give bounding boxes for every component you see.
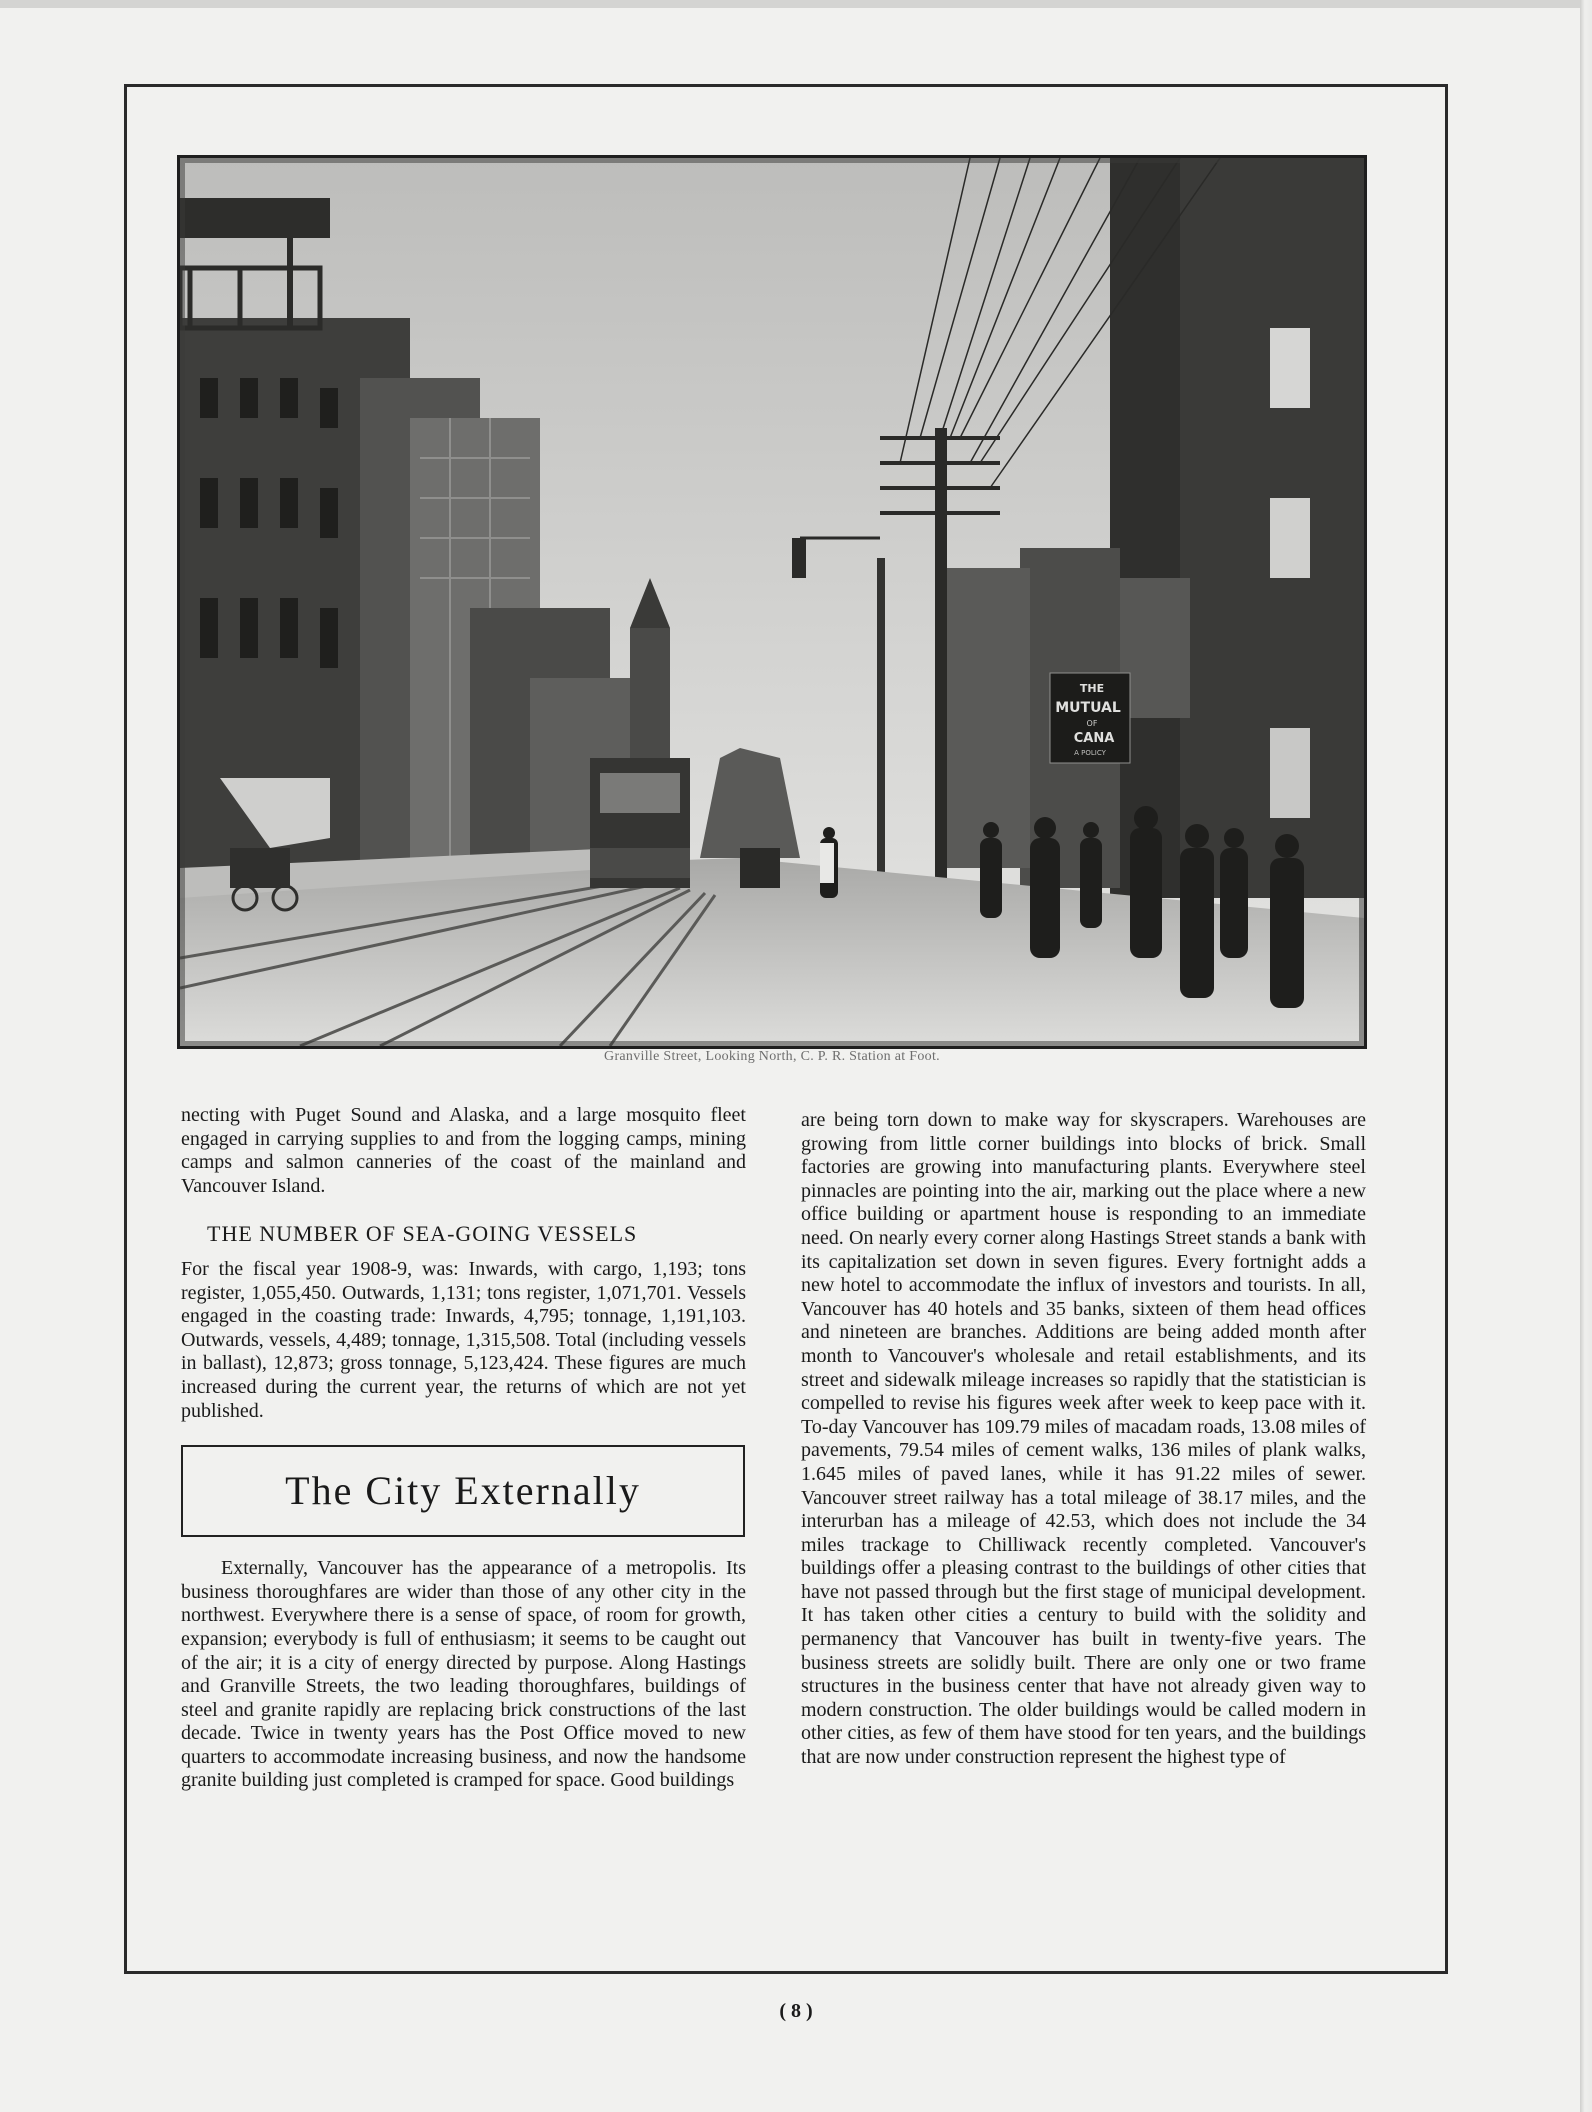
street-photograph (177, 155, 1367, 1049)
page-number: ( 8 ) (779, 2000, 813, 2022)
sign-line-2: MUTUAL (1055, 700, 1121, 716)
left-column (181, 1104, 746, 1793)
section-heading-vessels: THE NUMBER OF SEA-GOING VESSELS (207, 1221, 638, 1247)
sign-line-5: A POLICY (1074, 749, 1106, 757)
sign-line-4: CANA (1073, 731, 1115, 746)
scan-right-edge (1580, 0, 1592, 2112)
sign-line-3: OF (1086, 719, 1098, 728)
scan-top-edge (0, 0, 1592, 8)
left-paragraph-2: For the fiscal year 1908-9, was: Inwards, with cargo, 1,193; tons register, 1,055,450. Outwards, 1,131; tons register, 1,071,701. Vessels engaged in the coasting trade: Inwards, 4,795; tonnage, 1,191,103. Outwards, vessels, 4,489; tonnage, 1,315,508. Total (including vessels in ballast), 12,873; gross tonnage, 5,123,424. These figures are much increased during the current year, the returns of which are not yet published. (181, 1257, 746, 1422)
city-externally-box (181, 1445, 745, 1537)
city-externally-title: The City Externally (285, 1468, 641, 1514)
left-paragraph-1: necting with Puget Sound and Alaska, and a large mosquito fleet engaged in carrying supplies to and from the logging camps, mining camps and salmon canneries of the coast of the mainland and Vancouver Island. (181, 1104, 746, 1197)
right-column (801, 1109, 1366, 1770)
sign-line-1: THE (1079, 682, 1105, 695)
left-paragraph-3: Externally, Vancouver has the appearance of a metropolis. Its business thoroughfares are wider than those of any other city in the northwest. Everywhere there is a sense of space, of room for growth, expansion; everybody is full of enthusiasm; it seems to be caught out of the air; it is a city of energy directed by purpose. Along Hastings and Granville Streets, the two leading thoroughfares, buildings of steel and granite rapidly are replacing brick constructions of the last decade. Twice in twenty years has the Post Office moved to new quarters to accommodate increasing business, and now the handsome granite building just completed is cramped for space. Good buildings (181, 1557, 746, 1792)
photo-caption: Granville Street, Looking North, C. P. R. Station at Foot. (604, 1049, 940, 1064)
right-paragraph-1: are being torn down to make way for skyscrapers. Warehouses are growing from little corner buildings into blocks of brick. Small factories are growing into manufacturing plants. Everywhere steel pinnacles are pointing into the air, marking out the place where a new office building or apartment house is responding to an immediate need. On nearly every corner along Hastings Street stands a bank with its capitalization set down in seven figures. Every fortnight adds a new hotel to accommodate the influx of investors and tourists. In all, Vancouver has 40 hotels and 35 banks, sixteen of them head offices and nineteen are branches. Additions are being added month after month to Vancouver's wholesale and retail establishments, and its street and sidewalk mileage increases so rapidly that the statistician is compelled to revise his figures week after week to keep pace with it. To-day Vancouver has 109.79 miles of macadam roads, 13.08 miles of pavements, 79.54 miles of cement walks, 136 miles of plank walks, 1.645 miles of paved lanes, while it has 91.22 miles of sewer. Vancouver street railway has a total mileage of 38.17 miles, and the interurban has a mileage of 42.53, which does not include the 34 miles trackage to Chilliwack recently completed. Vancouver's buildings offer a pleasing contrast to the buildings of other cities that have not passed through but the first stage of municipal development. It has taken other cities a century to build with the solidity and permanency that Vancouver has built in twenty-five years. The business streets are solidly built. There are only one or two frame structures in the business center that have not already given way to modern construction. The older buildings would be called modern in other cities, as few of them have stood for ten years, and the buildings that are now under construction represent the highest type of (801, 1109, 1366, 1769)
